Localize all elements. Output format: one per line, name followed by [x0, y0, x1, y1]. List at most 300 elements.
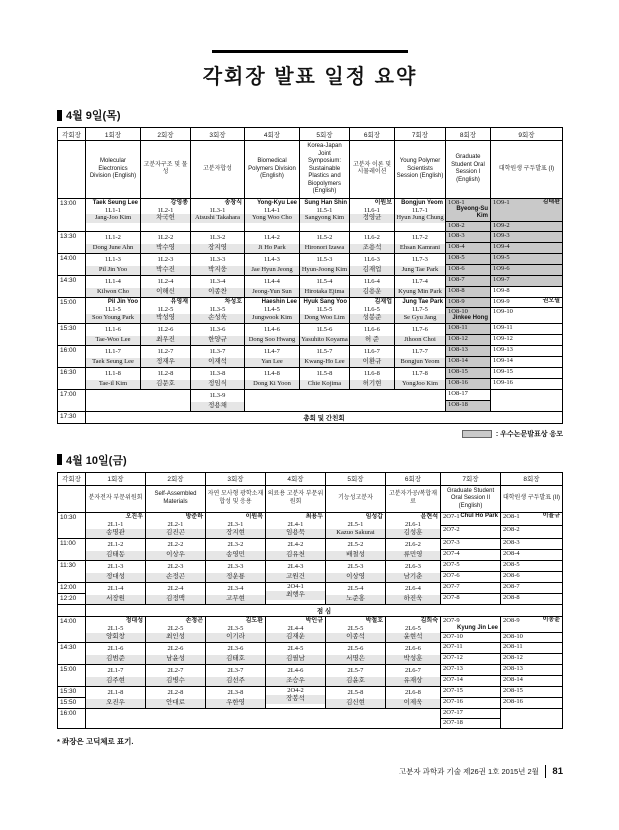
talk-code: 2L3-8	[227, 689, 244, 697]
speaker-name: 김유천	[266, 551, 325, 560]
lecture-cell	[326, 643, 386, 665]
block-row	[58, 665, 563, 676]
speaker-name: Kyung Min Park	[395, 288, 445, 297]
talk-code: 2L4-1	[287, 521, 304, 529]
block-row	[58, 198, 563, 221]
oral-code: 1O9-14	[493, 356, 513, 364]
lecture-cell	[300, 367, 350, 389]
oral-code: 2O8-5	[503, 561, 520, 569]
oral-cell	[441, 643, 501, 654]
speaker-name: 한양규	[191, 336, 244, 345]
speaker-name: Jungwook Kim	[245, 314, 299, 323]
oral-cell	[441, 583, 501, 594]
lecture-cell	[206, 583, 266, 605]
talk-code: 2L5-2	[347, 541, 364, 549]
oral-cell	[441, 617, 501, 633]
oral-cell	[491, 345, 563, 356]
speaker-name: 정용채	[191, 402, 244, 411]
speaker-name: Hirotaka Ejima	[300, 288, 349, 297]
speaker-name: 배철성	[326, 551, 385, 560]
talk-code: 1L1-7	[105, 348, 121, 356]
oral-cell	[491, 275, 563, 286]
session-title: 대학원생 구두발표 (II)	[501, 485, 563, 513]
session-title: 자연 모사형 광학소재 합성 및 응용	[206, 485, 266, 513]
talk-code: 2L6-2	[405, 541, 421, 549]
oral-code: 1O9-3	[493, 231, 510, 239]
speaker-name: 김병수	[146, 677, 205, 686]
speaker-name: 허기현	[350, 380, 394, 389]
talk-code: 1L3-4	[209, 278, 226, 286]
session-title: 의료용 고분자 부문위원회	[266, 485, 326, 513]
oral-cell	[501, 643, 563, 654]
time-cell: 13:30	[58, 231, 86, 253]
oral-code: 2O7-1	[443, 513, 460, 521]
talk-code: 2L5-3	[347, 563, 364, 571]
speaker-name: Jung Tae Park	[395, 266, 445, 275]
talk-code: 1L4-8	[264, 370, 280, 378]
talk-code: 1L6-5	[364, 305, 380, 313]
talk-code: 2L5-1	[347, 521, 364, 529]
oral-code: 1O9-4	[493, 242, 510, 250]
oral-cell	[441, 513, 501, 526]
chair-name: Chul Ho Park	[460, 513, 498, 520]
oral-code: 2O8-9	[503, 617, 520, 625]
oral-cell	[491, 198, 563, 221]
time-cell: 11:30	[58, 561, 86, 583]
block-row	[58, 539, 563, 550]
speaker-name: 김문호	[141, 380, 190, 389]
chair-name: Sung Han Shin	[304, 199, 347, 206]
oral-code: 1O9-15	[493, 367, 513, 375]
oral-cell	[446, 253, 491, 264]
talk-code: 1L3-6	[209, 326, 226, 334]
speaker-name: Taek Seung Lee	[86, 358, 140, 367]
speaker-name: 성봉준	[350, 314, 394, 323]
lecture-cell	[266, 643, 326, 665]
lecture-cell	[300, 297, 350, 323]
empty-cell	[245, 389, 446, 411]
oral-code: 1O8-9	[448, 297, 465, 305]
talk-code: 1L7-6	[412, 326, 428, 334]
lecture-cell	[245, 231, 300, 253]
oral-code: 2O8-13	[503, 665, 523, 673]
speaker-name: Jang-Joo Kim	[86, 214, 140, 223]
chair-name: Taek Seung Lee	[92, 199, 138, 206]
session-title: 고분자가공/복합재료	[386, 485, 441, 513]
hall-header: 6회장	[386, 472, 441, 485]
talk-code: 1L5-1	[316, 206, 333, 214]
chair-name: Byeong-Su Kim	[456, 206, 488, 220]
session-title: Self-Assembled Materials	[146, 485, 206, 513]
lecture-cell	[191, 345, 245, 367]
talk-code: 1L2-1	[157, 206, 174, 214]
speaker-name: 하진욱	[386, 595, 440, 604]
oral-cell	[441, 633, 501, 643]
oral-code: 1O9-10	[493, 307, 513, 315]
talk-code: 2L1-1	[107, 521, 124, 529]
session-title: 고분자합성	[191, 141, 245, 199]
hall-header: 7회장	[441, 472, 501, 485]
oral-code: 2O7-10	[443, 633, 463, 641]
oral-code: 1O8-16	[448, 378, 468, 386]
oral-cell	[491, 221, 563, 231]
time-cell: 15:50	[58, 698, 86, 709]
oral-code: 2O8-6	[503, 572, 520, 580]
oral-cell	[446, 400, 491, 411]
talk-code: 1L1-1	[105, 206, 121, 214]
oral-cell	[501, 526, 563, 539]
lecture-cell	[386, 513, 441, 539]
oral-code: 2O7-9	[443, 617, 460, 625]
lecture-cell	[350, 198, 395, 231]
talk-code: 1L3-3	[209, 256, 226, 264]
speaker-name: 차국헌	[141, 214, 190, 223]
corner-header: 각회장	[58, 128, 86, 141]
speaker-name: 송영민	[206, 551, 265, 560]
talk-code: 2L6-4	[405, 585, 421, 593]
talk-code: 1L4-1	[264, 206, 280, 214]
talk-code: 2L3-4	[227, 585, 244, 593]
talk-code: 1L4-6	[264, 326, 280, 334]
lecture-cell	[206, 561, 266, 583]
lecture-cell	[206, 617, 266, 643]
hall-header: 8회장	[501, 472, 563, 485]
lecture-cell	[245, 275, 300, 297]
talk-code: 2L6-7	[405, 667, 421, 675]
talk-code: 2L1-5	[107, 625, 124, 633]
lecture-cell	[395, 231, 446, 253]
speaker-name: 박성훈	[386, 655, 440, 664]
speaker-name: Chie Kojima	[300, 380, 349, 389]
chair-name: 손정곤	[185, 618, 203, 625]
speaker-name: 박수영	[141, 244, 190, 253]
lecture-cell	[191, 297, 245, 323]
oral-code: 1O8-15	[448, 367, 468, 375]
speaker-name: 고무현	[206, 595, 265, 604]
talk-code: 2L3-2	[227, 541, 244, 549]
oral-cell	[441, 594, 501, 605]
chair-name: 윤현석	[420, 514, 438, 521]
oral-code: 2O7-8	[443, 594, 460, 602]
oral-code: 2O8-3	[503, 539, 520, 547]
lecture-cell	[300, 198, 350, 231]
speaker-name: Dong Woo Lim	[300, 314, 349, 323]
page-title: 각회장 발표 일정 요약	[202, 66, 418, 88]
speaker-name: Bongjun Yeom	[395, 358, 445, 367]
speaker-name: 안대로	[146, 699, 205, 708]
talk-code: 2L2-4	[167, 585, 184, 593]
oral-code: 1O9-12	[493, 334, 513, 342]
block-row	[58, 231, 563, 242]
talk-code: 1L5-4	[316, 278, 333, 286]
lecture-cell	[350, 231, 395, 253]
section-bar-icon	[57, 454, 62, 465]
talk-code: 2L4-3	[287, 563, 304, 571]
oral-code: 1O8-12	[448, 334, 468, 342]
oral-code: 1O8-4	[448, 242, 465, 250]
time-cell: 15:30	[58, 687, 86, 698]
speaker-name: Dong June Ahn	[86, 244, 140, 253]
speaker-name: 류민영	[386, 551, 440, 560]
speaker-name: 김범준	[86, 655, 145, 664]
lecture-cell	[395, 253, 446, 275]
speaker-name: Dong Soo Hwang	[245, 336, 299, 345]
speaker-name: 김윤호	[326, 677, 385, 686]
oral-code: 1O8-8	[448, 286, 465, 294]
chair-name: 이율규	[542, 513, 560, 520]
talk-code: 2L2-5	[167, 625, 184, 633]
speaker-name: Dong Ki Yoon	[245, 380, 299, 389]
lecture-cell	[245, 323, 300, 345]
lecture-cell	[191, 389, 245, 411]
speaker-name: Sangyong Kim	[300, 214, 349, 223]
talk-code: 2L3-7	[227, 667, 244, 675]
oral-cell	[501, 594, 563, 605]
gray-swatch-icon	[462, 430, 492, 438]
lecture-cell	[245, 198, 300, 231]
oral-grid-cell	[266, 687, 326, 709]
block-row	[58, 367, 563, 378]
session-title: 분자전자 부문위원회	[86, 485, 146, 513]
oral-code: 2O7-13	[443, 665, 463, 673]
oral-cell	[446, 334, 491, 345]
speaker-name: 조용석	[350, 244, 394, 253]
time-col-blank	[58, 141, 86, 199]
oral-cell	[501, 513, 563, 526]
lecture-cell	[141, 297, 191, 323]
talk-code: 1L6-4	[364, 278, 380, 286]
lecture-cell	[191, 198, 245, 231]
oral-code: 1O9-2	[493, 221, 510, 229]
oral-code: 1O9-7	[493, 275, 510, 283]
chair-name: 최용두	[305, 514, 323, 521]
talk-code: 1L2-2	[157, 234, 174, 242]
talk-code: 2L3-3	[227, 563, 244, 571]
hall-header-row	[58, 472, 563, 485]
talk-code: 1L1-4	[105, 278, 121, 286]
talk-code: 2L5-5	[347, 625, 364, 633]
oral-code: 1O9-5	[493, 253, 510, 261]
lecture-cell	[395, 323, 446, 345]
oral-code: 1O8-11	[448, 323, 468, 331]
speaker-name: 김태호	[206, 655, 265, 664]
session-title: Biomedical Polymers Division (English)	[245, 141, 300, 199]
span-label: 점 심	[86, 605, 563, 617]
speaker-name: 최행우	[266, 591, 325, 600]
section-header-day2	[57, 452, 563, 468]
hall-header: 4회장	[245, 128, 300, 141]
speaker-name: 김필남	[266, 655, 325, 664]
time-cell: 16:00	[58, 345, 86, 367]
oral-code: 2O7-18	[443, 719, 463, 727]
speaker-name: Hironori Izawa	[300, 244, 349, 253]
oral-code: 2O8-8	[503, 594, 520, 602]
session-title: Young Polymer Scientists Session (English)	[395, 141, 446, 199]
lecture-cell	[206, 665, 266, 687]
talk-code: 1L3-7	[209, 348, 226, 356]
lecture-cell	[350, 323, 395, 345]
lecture-cell	[146, 561, 206, 583]
lecture-cell	[386, 539, 441, 561]
speaker-name: Se Gyu Jang	[395, 314, 445, 323]
oral-cell	[441, 550, 501, 561]
oral-cell	[491, 253, 563, 264]
oral-cell	[446, 378, 491, 389]
talk-code: 2L1-8	[107, 689, 124, 697]
oral-code: 2O7-15	[443, 687, 463, 695]
block-row	[58, 345, 563, 356]
speaker-name: Jeong-Yun Sun	[245, 288, 299, 297]
speaker-name: 이상우	[146, 551, 205, 560]
section-title-day2: 4월 10일(금)	[66, 454, 127, 467]
lecture-cell	[386, 665, 441, 687]
hall-header-row	[58, 128, 563, 141]
talk-code: 2L2-2	[167, 541, 184, 549]
lecture-cell	[146, 583, 206, 605]
speaker-name: Kwang-Ho Lee	[300, 358, 349, 367]
oral-cell	[491, 231, 563, 242]
talk-code: 2L2-1	[167, 521, 184, 529]
lecture-cell	[141, 323, 191, 345]
lecture-cell	[206, 643, 266, 665]
speaker-name: 정임식	[191, 380, 244, 389]
chair-name: 송창식	[224, 199, 242, 206]
oral-code: 1O8-7	[448, 275, 465, 283]
oral-cell	[446, 297, 491, 307]
talk-code: 2L1-3	[107, 563, 124, 571]
lecture-cell	[326, 665, 386, 687]
talk-code: 1L2-3	[157, 256, 174, 264]
speaker-name: 남윤성	[146, 655, 205, 664]
speaker-name: 이환규	[350, 358, 394, 367]
speaker-name: 박수진	[141, 266, 190, 275]
speaker-name: Yan Lee	[245, 358, 299, 367]
block-row	[58, 583, 563, 594]
talk-code: 2L5-4	[347, 585, 364, 593]
talk-code: 1L6-8	[364, 370, 380, 378]
block-row	[58, 513, 563, 526]
lecture-cell	[266, 561, 326, 583]
lecture-cell	[86, 665, 146, 687]
corner-header: 각회장	[58, 472, 86, 485]
speaker-name: Tae-il Kim	[86, 380, 140, 389]
empty-cell	[86, 709, 441, 729]
oral-code: 1O9-8	[493, 286, 510, 294]
oral-cell	[441, 539, 501, 550]
section-header-day1	[57, 107, 563, 123]
talk-code: 2L5-6	[347, 645, 364, 653]
oral-cell	[501, 572, 563, 583]
lecture-cell	[86, 513, 146, 539]
chair-name: 이동윤	[542, 617, 560, 624]
lecture-cell	[146, 539, 206, 561]
oral-cell	[441, 526, 501, 539]
session-title: 대학원생 구두발표 (I)	[491, 141, 563, 199]
oral-code: 2O8-10	[503, 633, 523, 641]
speaker-name: 노준홍	[326, 595, 385, 604]
speaker-name: 이해신	[141, 288, 190, 297]
speaker-name: Ji Ho Park	[245, 244, 299, 253]
lecture-cell	[191, 231, 245, 253]
talk-code: 2L3-5	[227, 625, 244, 633]
speaker-name: 오진우	[86, 699, 145, 708]
lecture-cell	[86, 367, 141, 389]
lecture-cell	[326, 561, 386, 583]
speaker-name: Atsushi Takahara	[191, 214, 244, 223]
chair-name: Pil Jin Yoo	[107, 298, 138, 305]
lecture-cell	[191, 323, 245, 345]
oral-code: 2O7-17	[443, 709, 463, 717]
talk-code: 1L4-7	[264, 348, 280, 356]
talk-code: 2L2-3	[167, 563, 184, 571]
empty-cell	[501, 709, 563, 729]
chair-name: 박철호	[365, 618, 383, 625]
talk-code: 1L6-1	[364, 206, 380, 214]
lecture-cell	[350, 367, 395, 389]
lecture-cell	[86, 539, 146, 561]
talk-code: 1L3-5	[209, 305, 226, 313]
lecture-cell	[86, 617, 146, 643]
oral-code: 2O7-12	[443, 654, 463, 662]
speaker-name: 장지현	[206, 529, 265, 538]
chair-name: Kyung Jin Lee	[456, 624, 498, 631]
talk-code: 2L6-3	[405, 563, 421, 571]
speaker-name: 김정맥	[146, 595, 205, 604]
chair-name: 김태환	[542, 198, 560, 205]
oral-code: 2O7-14	[443, 676, 463, 684]
lecture-cell	[206, 687, 266, 709]
oral-cell	[501, 698, 563, 709]
lecture-cell	[326, 687, 386, 709]
oral-cell	[446, 307, 491, 323]
oral-code: 1O8-3	[448, 231, 465, 239]
session-title: Korea-Japan Joint Symposium: Sustainable Plastics and Biopolymers (English)	[300, 141, 350, 199]
lecture-cell	[326, 513, 386, 539]
lecture-cell	[245, 253, 300, 275]
lecture-cell	[300, 253, 350, 275]
oral-code: 2O8-14	[503, 676, 523, 684]
lecture-cell	[86, 345, 141, 367]
time-cell: 17:30	[58, 411, 86, 423]
lecture-cell	[86, 643, 146, 665]
talk-code: 2L4-6	[287, 667, 304, 675]
oral-code: 1O8-13	[448, 345, 468, 353]
speaker-name: 이상영	[326, 573, 385, 582]
time-cell: 12:00	[58, 583, 86, 594]
speaker-name: 김용운	[350, 288, 394, 297]
talk-code: 1L6-7	[364, 348, 380, 356]
oral-code: 1O9-13	[493, 345, 513, 353]
oral-grid-cell	[266, 583, 326, 605]
oral-cell	[501, 676, 563, 687]
talk-code: 1L7-5	[412, 305, 428, 313]
speaker-name: Jae Hyun Jeong	[245, 266, 299, 275]
lecture-cell	[326, 583, 386, 605]
span-row	[58, 605, 563, 617]
time-cell: 12:20	[58, 594, 86, 605]
lecture-cell	[141, 345, 191, 367]
oral-code: 1O9-6	[493, 264, 510, 272]
oral-cell	[441, 698, 501, 709]
speaker-name: 이기라	[206, 633, 265, 642]
page-footer	[57, 765, 563, 778]
speaker-name: 임용묵	[266, 529, 325, 538]
lecture-cell	[146, 665, 206, 687]
talk-code: 1L5-3	[316, 256, 333, 264]
hall-header: 6회장	[350, 128, 395, 141]
talk-code: 2L2-6	[167, 645, 184, 653]
talk-code: 2L2-7	[167, 667, 184, 675]
